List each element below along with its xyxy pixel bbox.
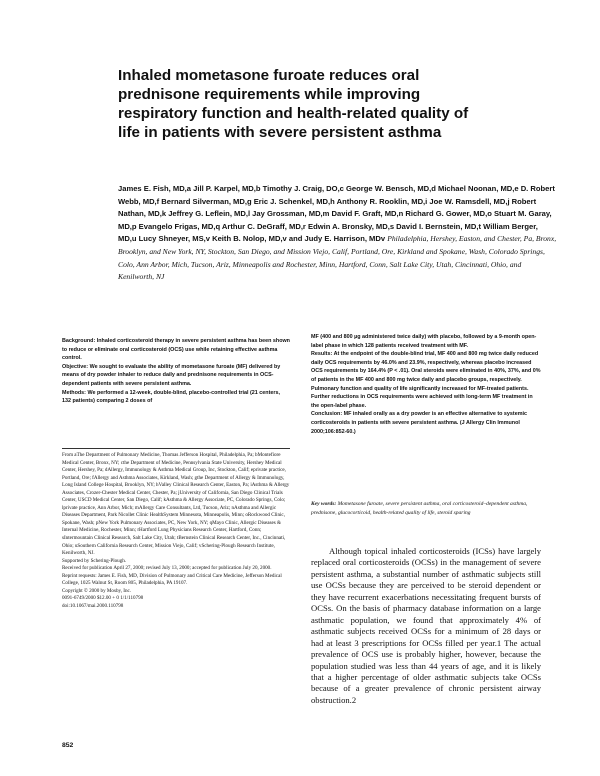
article-title: Inhaled mometasone furoate reduces oral prednisone requirements while improving respiratory function and health-related quality of life in patients with severe persistent asthma <box>118 67 469 141</box>
abstract-text: Inhaled corticosteroid therapy in severe persistent asthma has been shown to reduce or eliminate oral corticosteroid (OCS) use while retaining effective asthma control. <box>62 338 290 362</box>
keywords-text: Mometasone furoate, severe persistent asthma, oral corticosteroid–dependent asthma, prednisone, glucocorticoid, health-related quality of life, steroid sparing <box>311 501 528 516</box>
abstract-label: Results: <box>311 351 333 358</box>
abstract-text: At the endpoint of the double-blind trial, MF 400 and 800 mg twice daily reduced daily OCS requirements by 46.0% and 23.9%, respectively, whereas placebo increased OCS requirements by 164.4% (P < .01). Oral steroids were eliminated in 40%, 37%, and 0% of patients in the MF 400 and 800 mg twice daily and placebo groups, respectively. Pulmonary function and quality of life significantly increased for MF-treated patients. Further reductions in OCS requirements were achieved with long-term MF treatment in the open-label phase. <box>311 351 541 409</box>
author-list <box>118 183 558 284</box>
keywords <box>311 500 541 518</box>
abstract-left-column <box>62 337 290 406</box>
body-text <box>311 546 541 706</box>
affiliations-footnote: From aThe Department of Pulmonary Medicine, Thomas Jefferson Hospital, Philadelphia, Pa; bMontefiore Medical Center, Bronx, NY; cthe Department of Medicine, Pennsylvania State University, Hershey Medical Center, Hershey, Pa; dAllergy, Immunology & Asthma Medical Group, Inc, Stockton, Calif; eprivate practice, Portland, Ore; fAllergy and Asthma Associates, Kirkland, Wash; gthe Department of Allergy & Immunology, Long Island College Hospital, Brooklyn, NY; hValley Clinical Research Center, Easton, Pa; iAsthma & Allergy Associates, Crozer-Chester Medical Center, Chester, Pa; jUniversity of California, San Diego Clinical Trials Center, USCD Medical Center, San Diego, Calif; kAsthma & Allergy Associate, PC, Colorado Springs, Colo; lprivate practice, Ann Arbor, Mich; mAllergy Care Consultants, Ltd, Tucson, Ariz; nAsthma and Allergic Diseases Department, Park Nicollet Clinic HealthSystem Minnesota, Minneapolis, Minn; oRockwood Clinic, Spokane, Wash; pNew York Pulmonary Associates, PC, New York, NY; qMayo Clinic, Allergic Diseases & Internal Medicine, Rochester, Minn; rHartford Lung Physicians Research Center, Hartford, Conn; sIntermountain Clinical Research, Salt Lake City, Utah; tBernstein Clinical Research Center, Inc., Cincinnati, Ohio; uSouthern California Research Center, Mission Viejo, Calif; vSchering-Plough Research Institute, Kenilworth, NJ. <box>62 452 290 557</box>
page-number: 852 <box>62 742 74 749</box>
abstract-text: We performed a 12-week, double-blind, placebo-controlled trial (21 centers, 132 patients) comparing 2 doses of <box>62 389 280 405</box>
received-note: Received for publication April 27, 2000; revised July 13, 2000; accepted for publication July 20, 2000. <box>62 565 272 572</box>
intro-paragraph: Although topical inhaled corticosteroids (ICSs) have largely replaced oral corticosteroids (OCSs) in the management of severe persistent asthma, a substantial number of asthmatic subjects still use OCSs because they are perceived to be steroid dependent or they have recurrent exacerbations necessitating frequent bursts of OCSs. On the basis of pharmacy database information on a large asthmatic population, we found that approximately 4% of asthmatic subjects received OCSs for a minimum of 28 days or had at least 3 prescriptions for OCSs filled per year.1 The actual prevalence of OCS use is probably higher, however, because the population studied was less than 44 years of age, and it is likely that a higher percentage of older asthmatic subjects take OCSs because of a greater prevalence of chronic persistent airway obstruction.2 <box>311 546 541 705</box>
abstract-results <box>311 350 541 410</box>
reprint-requests: Reprint requests: James E. Fish, MD, Division of Pulmonary and Critical Care Medicine, Jefferson Medical College, 1025 Walnut St, Room 805, Philadelphia, PA 19107. <box>62 572 282 587</box>
abstract-objective <box>62 363 290 389</box>
author-names: James E. Fish, MD,a Jill P. Karpel, MD,b Timothy J. Craig, DO,c George W. Bensch, MD,d Michael Noonan, MD,e D. Robert Webb, MD,f Bernard Silverman, MD,g Eric J. Schenkel, MD,h Anthony R. Rooklin, MD,i Joe W. Ramsdell, MD,j Robert Nathan, MD,k Jeffrey G. Leflein, MD,l Jay Grossman, MD,m David F. Graft, MD,n Richard G. Gower, MD,o Stuart M. Garay, MD,p Evangelo Frigas, MD,q Arthur C. DeGraff, MD,r Edwin A. Bronsky, MD,s David I. Bernstein, MD,t William Berger, MD,u Lucy Shneyer, MS,v Keith B. Nolop, MD,v and Judy E. Harrison, MDv <box>118 184 555 244</box>
abstract-background <box>62 337 290 363</box>
abstract-label: Conclusion: <box>311 411 343 418</box>
author-affiliations: Philadelphia, Hershey, Easton, and Chester, Pa, Bronx, Brooklyn, and New York, NY, Stockton, San Diego, and Mission Viejo, Calif, Portland, Ore, Kirkland and Spokane, Wash, Colorado Springs, Colo, Ann Arbor, Mich, Tucson, Ariz, Minneapolis and Rochester, Minn, Hartford, Conn, Salt Lake City, Utah, Cincinnati, Ohio, and Kenilworth, NJ <box>118 234 557 282</box>
abstract-label: Objective: <box>62 363 89 370</box>
footnotes <box>62 452 290 610</box>
abstract-conclusion <box>311 410 541 436</box>
abstract-label: Methods: <box>62 389 86 396</box>
abstract-text: We sought to evaluate the ability of mometasone furoate (MF) delivered by means of dry powder inhaler to reduce daily and prednisone requirements in OCS-dependent patients with severe persistent asthma. <box>62 363 281 387</box>
copyright-note: Copyright © 2000 by Mosby, Inc. <box>62 587 132 594</box>
keywords-label: Key words: <box>311 501 337 507</box>
abstract-right-column <box>311 333 541 436</box>
abstract-methods <box>62 389 290 406</box>
footnote-divider <box>62 448 290 449</box>
funding-note: Supported by Schering-Plough. <box>62 557 127 564</box>
abstract-text: MF (400 and 800 µg administered twice daily) with placebo, followed by a 9-month open-label phase in which 128 patients received treatment with MF. <box>311 334 537 349</box>
abstract-text: MF inhaled orally as a dry powder is an effective alternative to systemic corticosteroids in patients with severe persistent asthma. (J Allergy Clin Immunol 2000;106:852-60.) <box>311 411 528 435</box>
issn-line: 0091-6749/2000 $12.00 + 0 1/1/110798 <box>62 595 144 602</box>
abstract-label: Background: <box>62 338 96 344</box>
doi-line: doi:10.1067/mai.2000.110798 <box>62 602 124 609</box>
abstract-methods-continued <box>311 333 541 350</box>
